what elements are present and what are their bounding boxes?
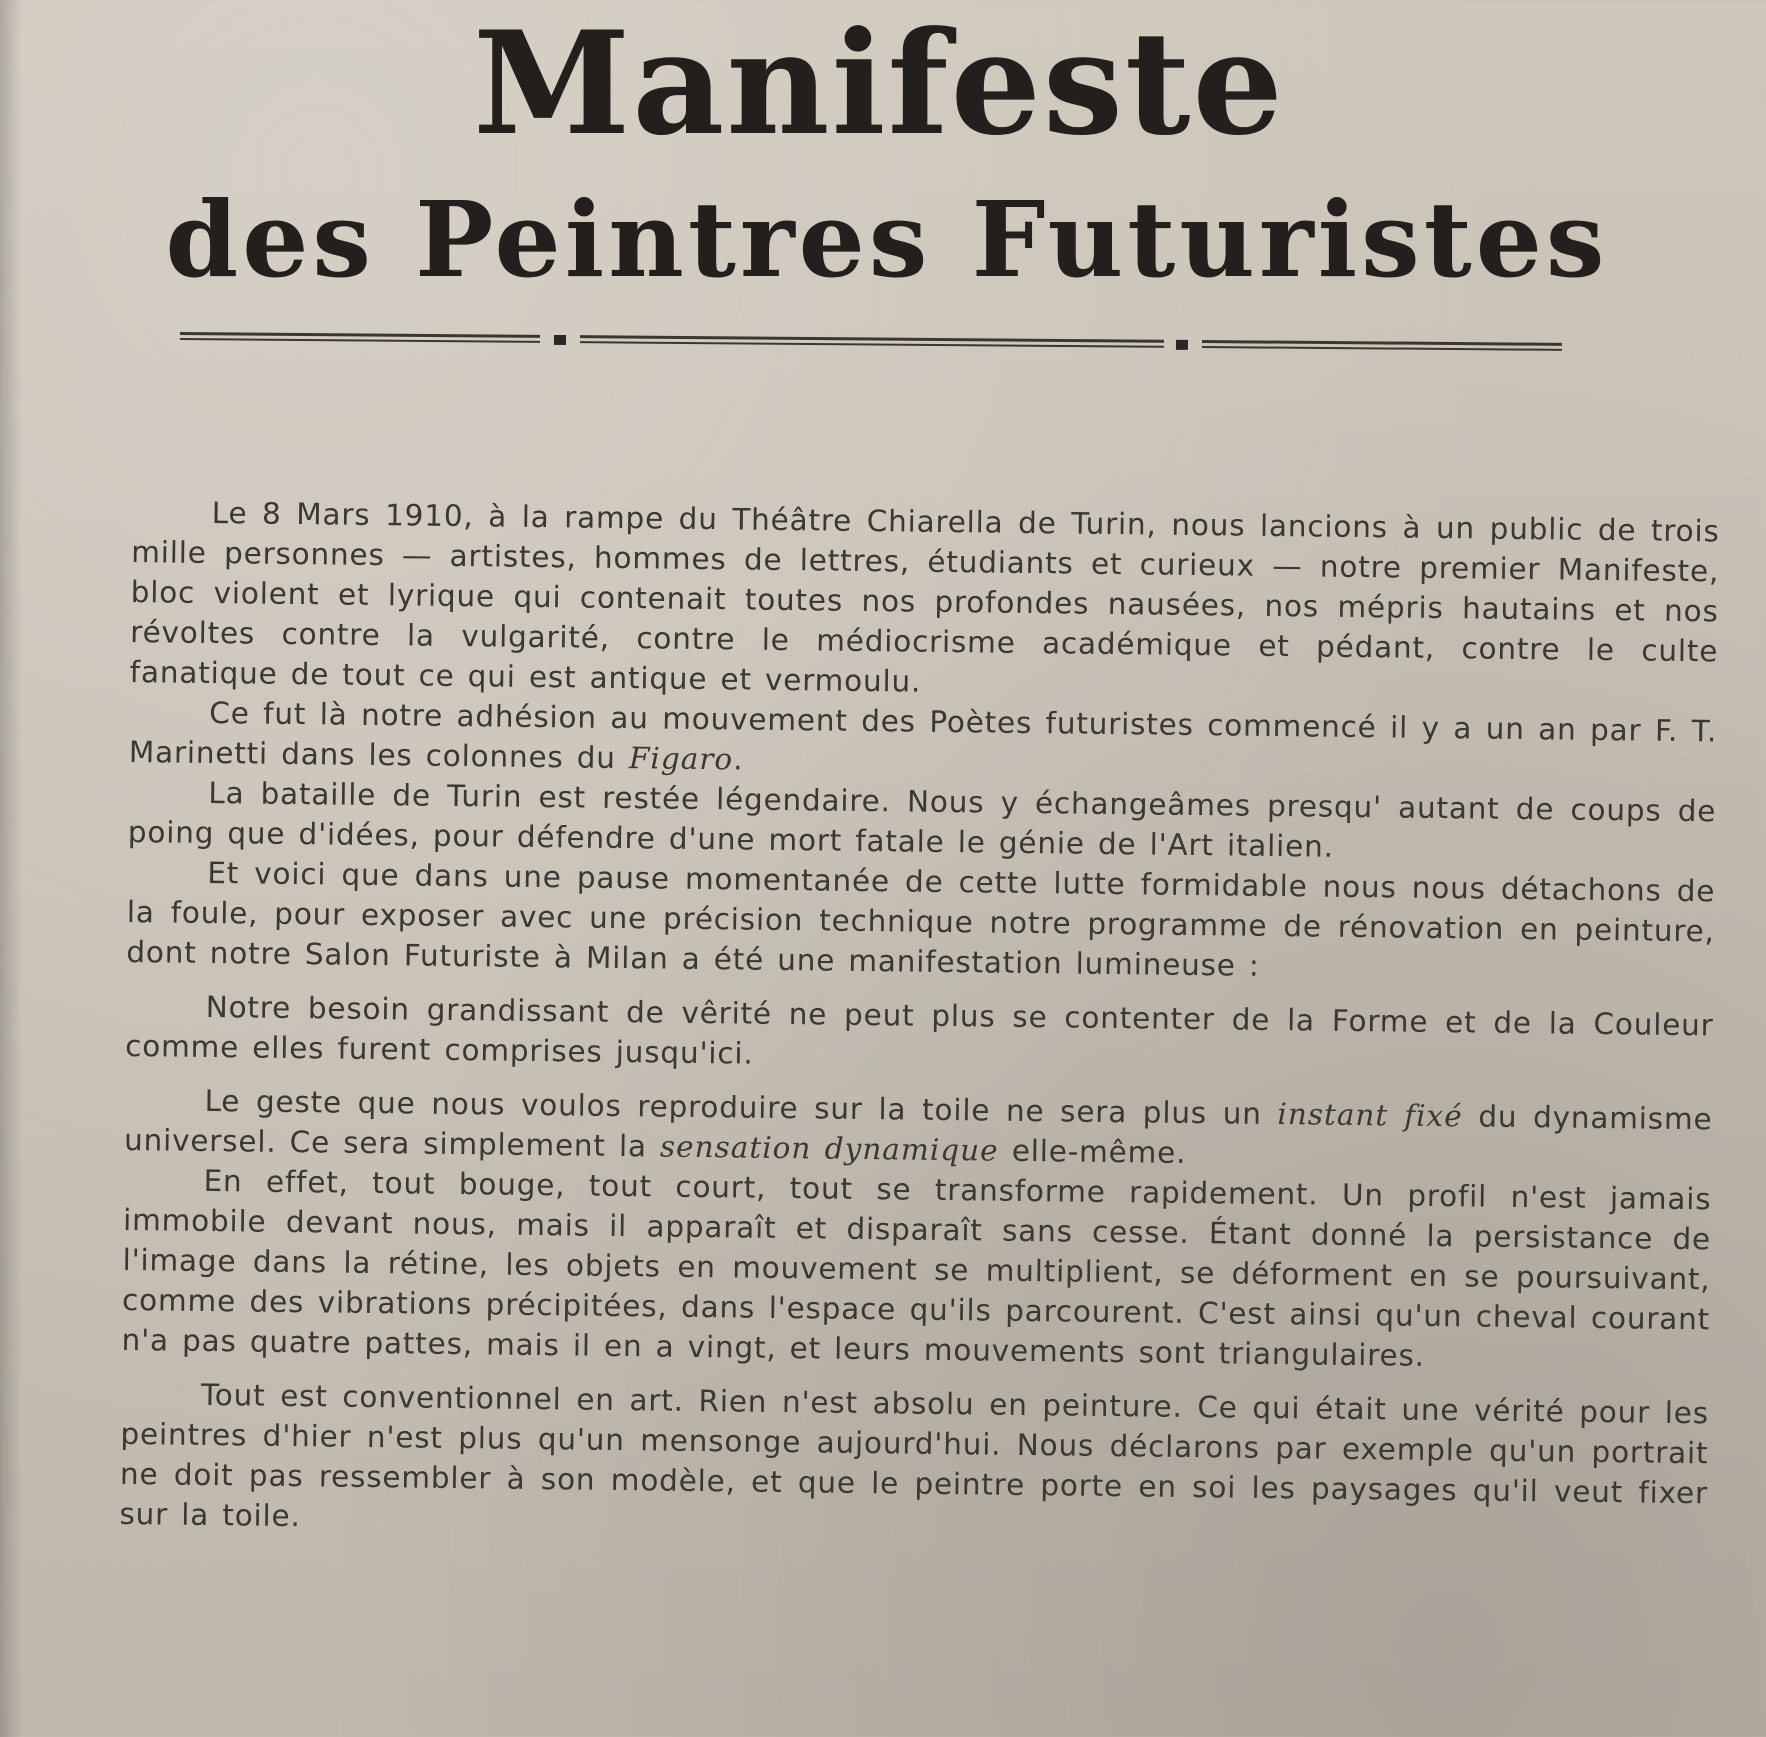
paragraph-2-text: Ce fut là notre adhésion au mouvement des Poètes futuristes commencé il y a un an par F. T. Marinetti dans les colonnes du [128, 695, 1718, 776]
divider-rule-right [1202, 340, 1562, 351]
title-line-2: des Peintres Futuristes [165, 178, 1609, 301]
title-line-1: Manifeste [473, 1, 1285, 167]
figaro-italic: Figaro [628, 741, 734, 777]
paragraph-6-end: elle-même. [998, 1133, 1187, 1170]
divider-rule-center [580, 335, 1164, 348]
paragraph-2-end: . [732, 742, 744, 777]
divider-dot-right [1176, 340, 1188, 350]
divider-rule-left [180, 332, 540, 343]
paragraph-5: Notre besoin grandissant de vêrité ne peut plus se contenter de la Forme et de la Couleur comme elles furent comprises jusqu'ici. [125, 989, 1714, 1071]
sensation-dynamique-italic: sensation dynamique [659, 1129, 999, 1168]
paragraph-1: Le 8 Mars 1910, à la rampe du Théâtre Chiarella de Turin, nous lancions à un public de trois mille personnes — artistes, hommes de lettres, étudiants et curieux — notre premier Manifeste, bloc violent et lyrique qui contenait toutes nos profondes nausées, nos mépris hautains et nos révoltes contre la vulgarité, contre le médiocrisme académique et pédant, contre le culte fanatique de tout ce qui est antique et vermoulu. [129, 495, 1720, 699]
paragraph-3: La bataille de Turin est restée légendaire. Nous y échangeâmes presqu' autant de coups de poing que d'idées, pour défendre d'une mort fatale le génie de l'Art italien. [127, 775, 1717, 864]
paragraph-4: Et voici que dans une pause momentanée de cette lutte formidable nous nous détachons de la foule, pour exposer avec une précision technique notre programme de rénovation en peinture, dont notre Salon Futuriste à Milan a été une manifestation lumineuse : [126, 855, 1716, 983]
divider-dot-left [554, 335, 566, 345]
manifesto-body [119, 492, 1720, 1553]
paragraph-8: Tout est conventionnel en art. Rien n'est absolu en peinture. Ce qui était une vérité pour les peintres d'hier n'est plus qu'un mensonge aujourd'hui. Nous déclarons par exemple qu'un portrait ne doit pas ressembler à son modèle, et que le peintre porte en soi les paysages qu'il veut fixer sur la toile. [119, 1377, 1710, 1534]
ornamental-divider [180, 322, 1562, 363]
paragraph-6-text: Le geste que nous voulos reproduire sur la toile ne sera plus un [204, 1083, 1278, 1132]
paragraph-6-middle: du dynamisme universel. Ce sera simplement la [123, 1099, 1713, 1164]
instant-fixe-italic: instant fixé [1277, 1097, 1463, 1134]
paragraph-7: En effet, tout bouge, tout court, tout se transforme rapidement. Un profil n'est jamais immobile devant nous, mais il apparaît et disparaît sans cesse. Étant donné la persistance de l'image dans la rétine, les objets en mouvement se multiplient, se déforment en se poursuivant, comme des vibrations précipitées, dans l'espace qu'ils parcourent. C'est ainsi qu'un cheval courant n'a pas quatre pattes, mais il en a vingt, et leurs mouvements sont triangulaires. [121, 1163, 1712, 1373]
